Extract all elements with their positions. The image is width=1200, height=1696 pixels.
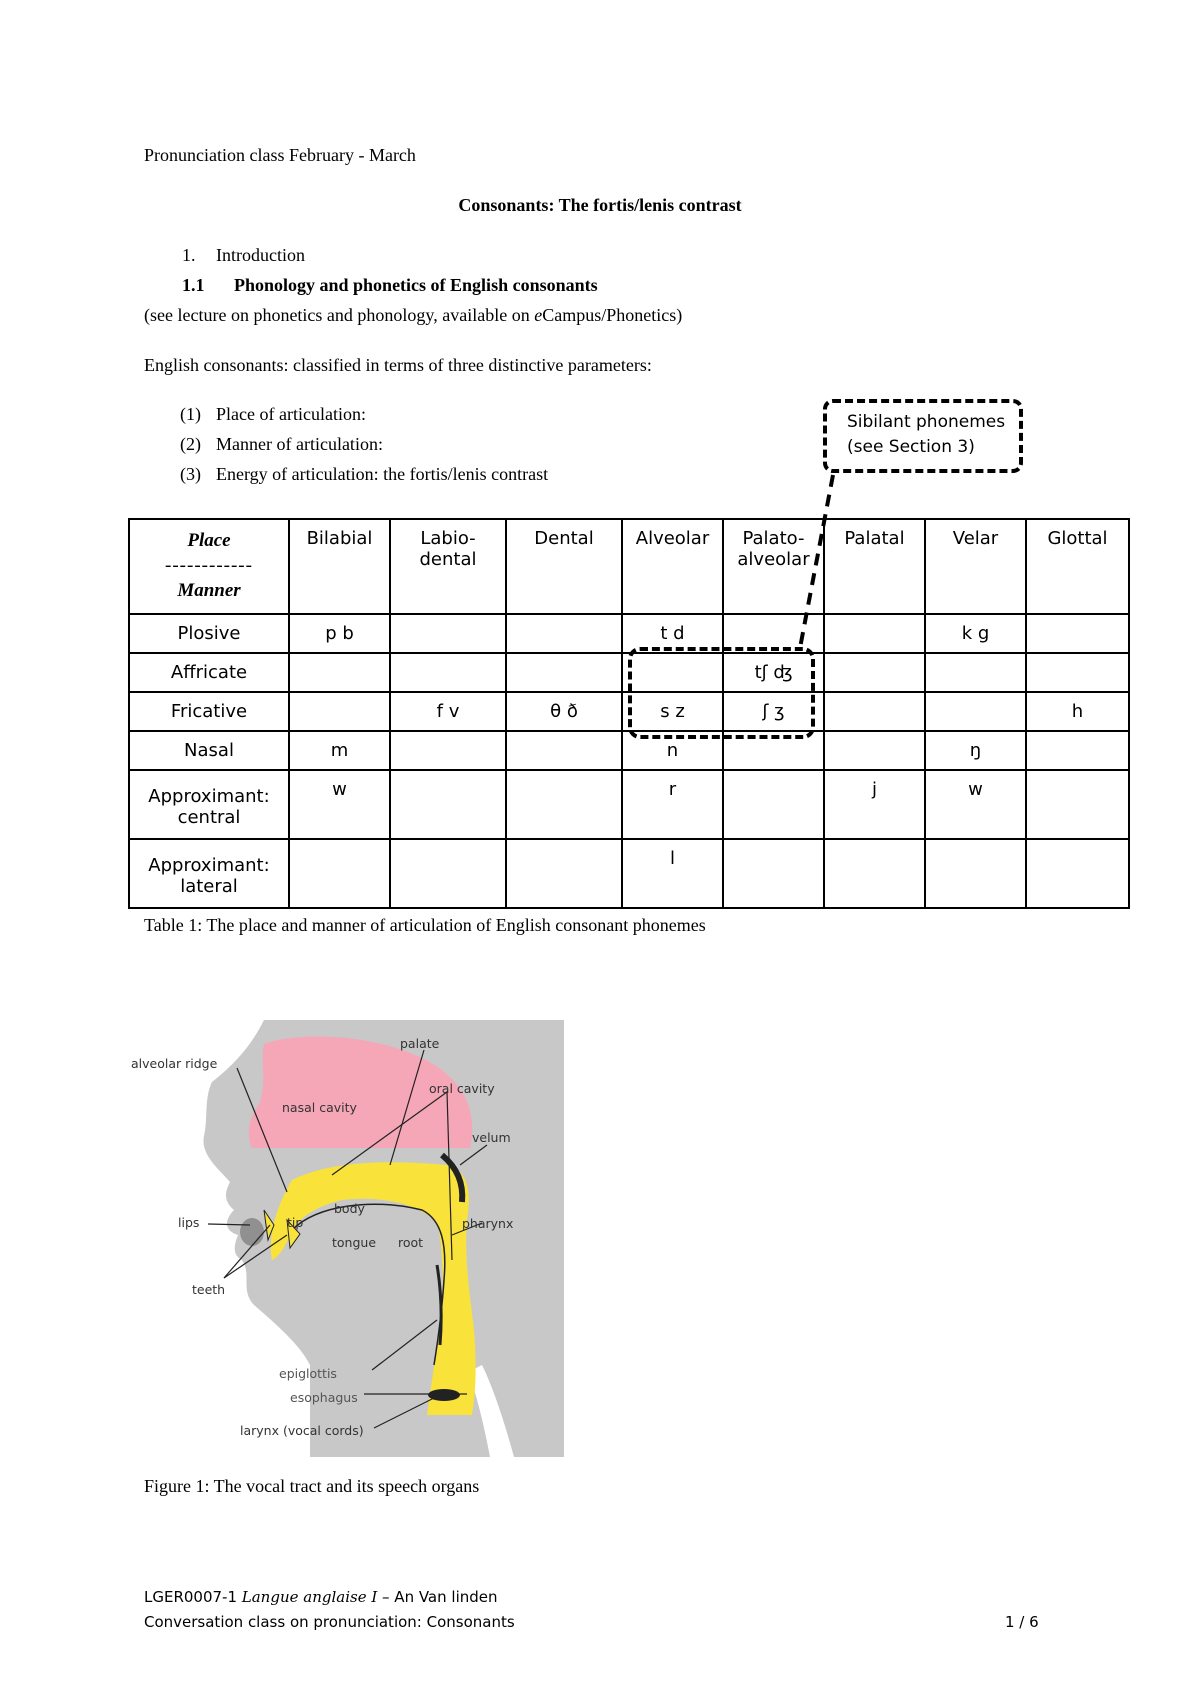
place-header: Bilabial [289,519,390,614]
label-epiglottis: epiglottis [279,1366,337,1381]
footer-line-1 [144,1588,498,1606]
manner-label: Fricative [129,692,289,731]
footer-code: LGER0007-1 [144,1588,242,1606]
figure-caption: Figure 1: The vocal tract and its speech organs [144,1476,480,1496]
label-body: body [334,1201,365,1216]
intro-sentence: English consonants: classified in terms of three distinctive parameters: [144,355,652,375]
lips-shape [240,1218,264,1246]
table-cell: ŋ [925,731,1026,770]
table-cell [289,839,390,908]
table-cell: f v [390,692,506,731]
table-cell: p b [289,614,390,653]
label-esophagus: esophagus [290,1390,358,1405]
manner-label: Approximant: lateral [129,839,289,908]
table-cell: s z [622,692,723,731]
table-cell: w [289,770,390,839]
callout-line-2: (see Section 3) [847,437,975,457]
table-cell [824,839,925,908]
label-tip: tip [287,1215,304,1230]
label-velum: velum [472,1130,511,1145]
table-cell [723,770,824,839]
parameter-2-text: Manner of articulation: [216,434,383,454]
header-line: Pronunciation class February - March [144,145,416,165]
parameter-2-number: (2) [180,434,201,454]
manner-label: Nasal [129,731,289,770]
table-row-approximant-central [129,770,1129,839]
corner-manner: Manner [177,580,241,601]
table-row-approximant-lateral [129,839,1129,908]
place-header: Glottal [1026,519,1129,614]
table-cell: w [925,770,1026,839]
label-alveolar-ridge: alveolar ridge [131,1056,218,1071]
section-1-number: 1. [182,245,196,265]
parameter-1-number: (1) [180,404,201,424]
table-cell [925,839,1026,908]
table-cell [506,839,622,908]
label-larynx: larynx (vocal cords) [240,1423,364,1438]
table-cell [723,839,824,908]
callout-connector-line [800,475,833,648]
callout-line-1: Sibilant phonemes [847,412,1006,432]
table-cell: k g [925,614,1026,653]
see-lecture-italic: e [534,305,543,325]
label-lips: lips [178,1215,200,1230]
footer-course: Langue anglaise I [241,1588,378,1606]
section-1-heading: Introduction [216,245,305,265]
table-cell: θ ð [506,692,622,731]
parameter-1-text: Place of articulation: [216,404,366,424]
place-header: Labio- dental [390,519,506,614]
page-title: Consonants: The fortis/lenis contrast [458,195,742,215]
label-oral-cavity: oral cavity [429,1081,495,1096]
corner-place: Place [187,530,231,551]
manner-label: Approximant: central [129,770,289,839]
table-cell [1026,839,1129,908]
label-root: root [398,1235,424,1250]
footer-author: – An Van linden [377,1588,498,1606]
table-cell: tʃ ʤ [723,653,824,692]
table-cell: l [622,839,723,908]
place-header: Velar [925,519,1026,614]
table-cell: t d [622,614,723,653]
table-cell [1026,770,1129,839]
label-tongue: tongue [332,1235,377,1250]
see-lecture-after: Campus/Phonetics) [542,305,683,325]
vocal-tract-diagram [131,1020,564,1457]
manner-label: Affricate [129,653,289,692]
footer-line-2: Conversation class on pronunciation: Consonants [144,1613,515,1631]
see-lecture-before: (see lecture on phonetics and phonology, available on [144,305,535,325]
label-teeth: teeth [192,1282,226,1297]
manner-label: Plosive [129,614,289,653]
section-1-1-heading: Phonology and phonetics of English consonants [234,275,598,295]
table-cell [506,770,622,839]
section-1-1-number: 1.1 [182,275,205,295]
callout-connector [0,0,1200,760]
parameter-3-text: Energy of articulation: the fortis/lenis contrast [216,464,549,484]
vocal-tract-figure [131,1020,564,1457]
place-header: Palatal [824,519,925,614]
label-nasal-cavity: nasal cavity [282,1100,357,1115]
place-header: Alveolar [622,519,723,614]
table-cell [390,770,506,839]
table-cell: r [622,770,723,839]
table-cell: h [1026,692,1129,731]
table-cell: ʃ ʒ [723,692,824,731]
table-cell [390,839,506,908]
table-cell: j [824,770,925,839]
parameter-3-number: (3) [180,464,201,484]
place-header: Dental [506,519,622,614]
corner-separator: ------------ [165,555,253,576]
table-cell: n [622,731,723,770]
table-cell: m [289,731,390,770]
label-pharynx: pharynx [462,1216,514,1231]
place-header: Palato- alveolar [723,519,824,614]
table-caption: Table 1: The place and manner of articulation of English consonant phonemes [144,915,706,935]
label-palate: palate [400,1036,440,1051]
page-number: 1 / 6 [1005,1613,1039,1631]
